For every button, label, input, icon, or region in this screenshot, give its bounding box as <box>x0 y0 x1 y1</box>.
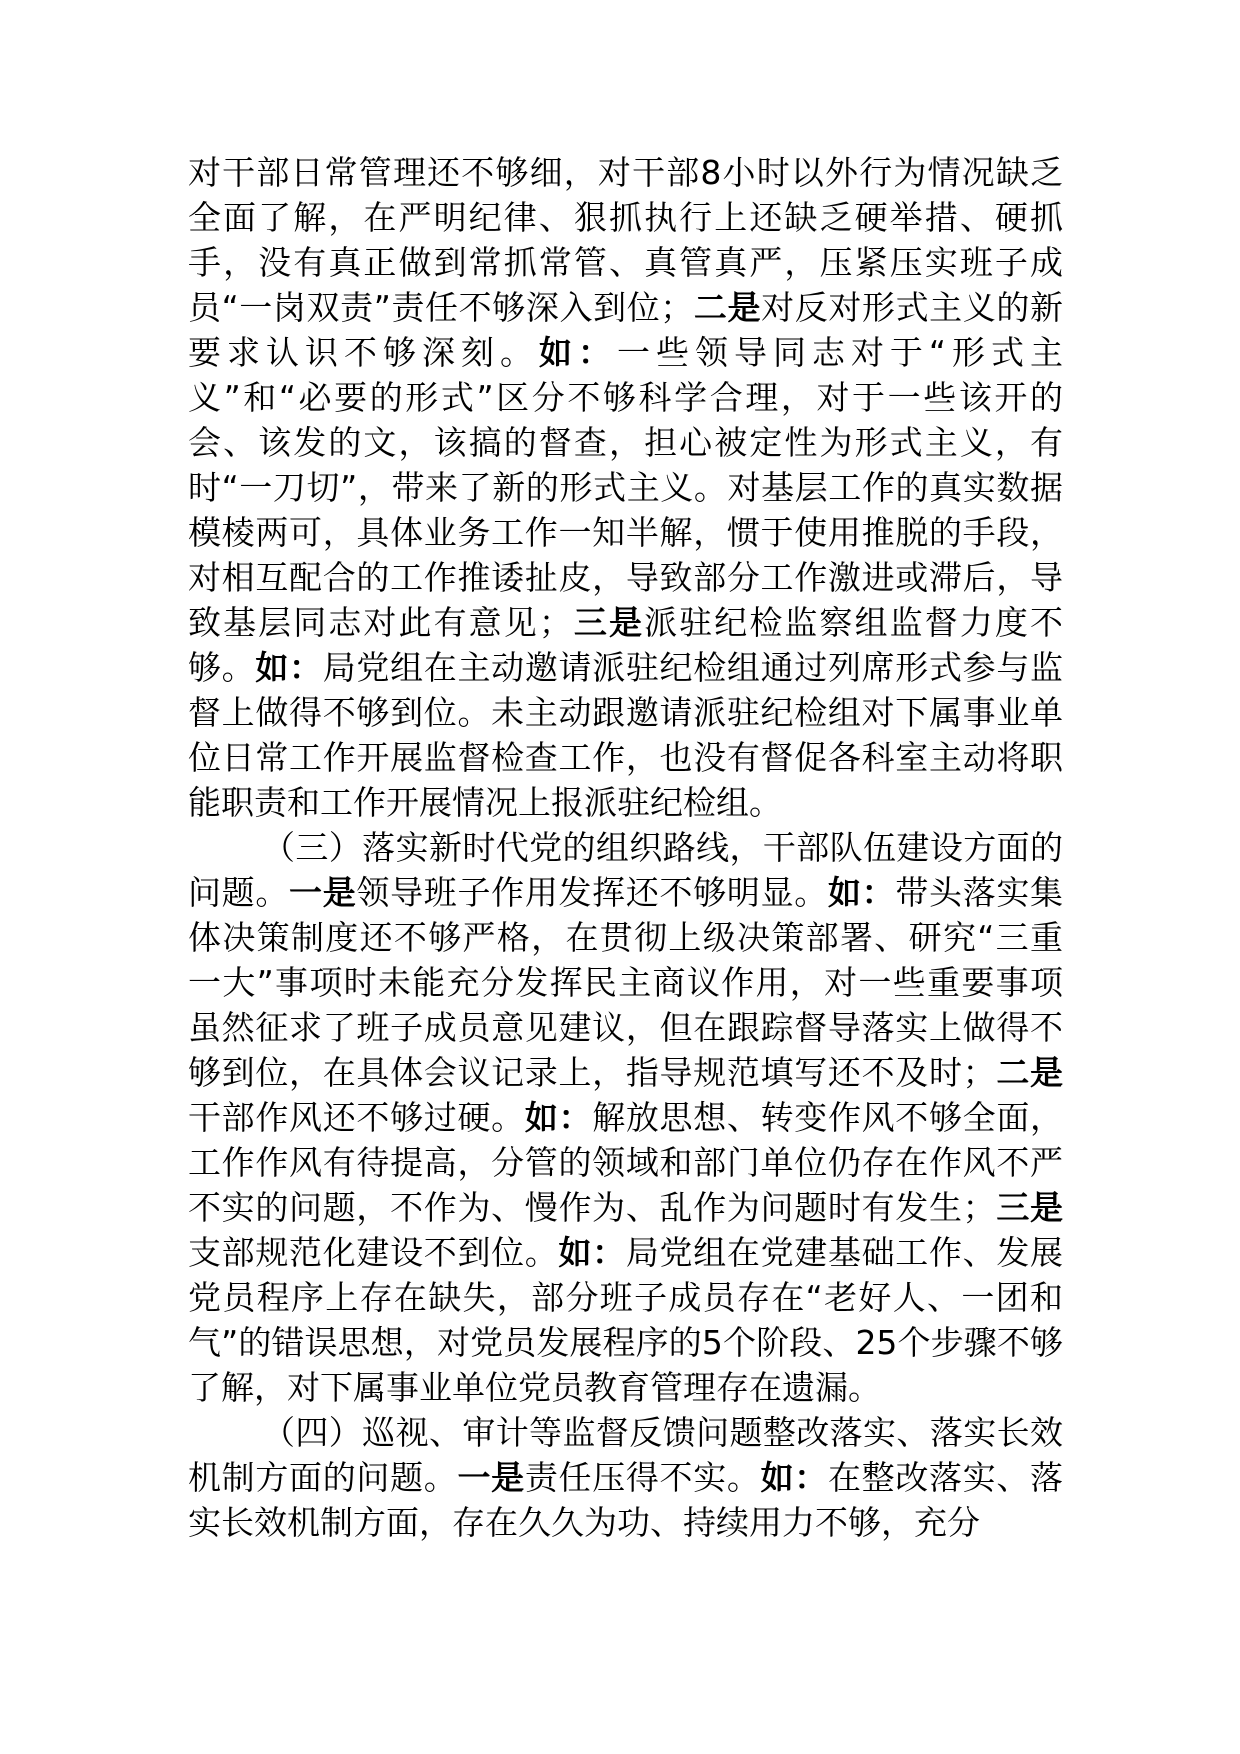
paragraph-section-3 <box>188 825 1063 1410</box>
text-run: 派驻纪检监察组监督力度不够。 <box>188 603 1064 687</box>
text-run: 责任压得不实。 <box>524 1458 761 1497</box>
text-run: 支部规范化建设不到位。 <box>188 1233 559 1272</box>
bold-marker: 如： <box>558 1233 626 1272</box>
section-heading: （三）落实新时代党的组织路线，干部队伍建设方面的问题。 <box>188 828 1063 912</box>
bold-marker: 如： <box>827 873 896 912</box>
text-run: 局党组在主动邀请派驻纪检组通过列席形式参与监督上做得不够到位。未主动跟邀请派驻纪检组对下属事业单位日常工作开展监督检查工作，也没有督促各科室主动将职能职责和工作开展情况上报派驻纪检组。 <box>188 648 1064 822</box>
paragraph-section-4 <box>188 1410 1063 1545</box>
section-heading: （四）巡视、审计等监督反馈问题整改落实、落实长效机制方面的问题。 <box>188 1413 1063 1497</box>
text-run: 带头落实集体决策制度还不够严格，在贯彻上级决策部署、研究“三重一大”事项时未能充分发挥民主商议作用，对一些重要事项虽然征求了班子成员意见建议，但在跟踪督导落实上做得不够到位，在具体会议记录上，指导规范填写还不及时； <box>188 873 1064 1092</box>
bold-marker: 如： <box>538 333 617 372</box>
text-run: 干部作风还不够过硬。 <box>188 1098 525 1137</box>
bold-marker: 二是 <box>995 1053 1064 1092</box>
text-run: 在整改落实、落实长效机制方面，存在久久为功、持续用力不够，充分 <box>188 1458 1064 1542</box>
bold-marker: 一是 <box>457 1458 525 1497</box>
bold-marker: 一是 <box>289 873 357 912</box>
bold-marker: 二是 <box>693 288 762 327</box>
document-body <box>188 150 1063 1545</box>
bold-marker: 三是 <box>995 1188 1064 1227</box>
paragraph-continuation <box>188 150 1063 825</box>
text-run: 领导班子作用发挥还不够明显。 <box>356 873 828 912</box>
bold-marker: 如： <box>255 648 323 687</box>
text-run: 对反对形式主义的新要求认识不够深刻。 <box>188 288 1064 372</box>
text-run: 一些领导同志对于“形式主义”和“必要的形式”区分不够科学合理，对于一些该开的会、该发的文，该搞的督查，担心被定性为形式主义，有时“一刀切”，带来了新的形式主义。对基层工作的真实数据模棱两可，具体业务工作一知半解，惯于使用推脱的手段，对相互配合的工作推诿扯皮，导致部分工作激进或滞后，导致基层同志对此有意见； <box>188 333 1064 642</box>
bold-marker: 如： <box>524 1098 593 1137</box>
bold-marker: 三是 <box>571 603 645 642</box>
bold-marker: 如： <box>760 1458 828 1497</box>
text-run: 局党组在党建基础工作、发展党员程序上存在缺失，部分班子成员存在“老好人、一团和气”的错误思想，对党员发展程序的5个阶段、25个步骤不够了解，对下属事业单位党员教育管理存在遗漏。 <box>188 1233 1064 1407</box>
text-run: 对干部日常管理还不够细，对干部8小时以外行为情况缺乏全面了解，在严明纪律、狠抓执行上还缺乏硬举措、硬抓手，没有真正做到常抓常管、真管真严，压紧压实班子成员“一岗双责”责任不够深入到位； <box>188 153 1063 327</box>
text-run: 解放思想、转变作风不够全面，工作作风有待提高，分管的领域和部门单位仍存在作风不严不实的问题，不作为、慢作为、乱作为问题时有发生； <box>188 1098 1064 1227</box>
